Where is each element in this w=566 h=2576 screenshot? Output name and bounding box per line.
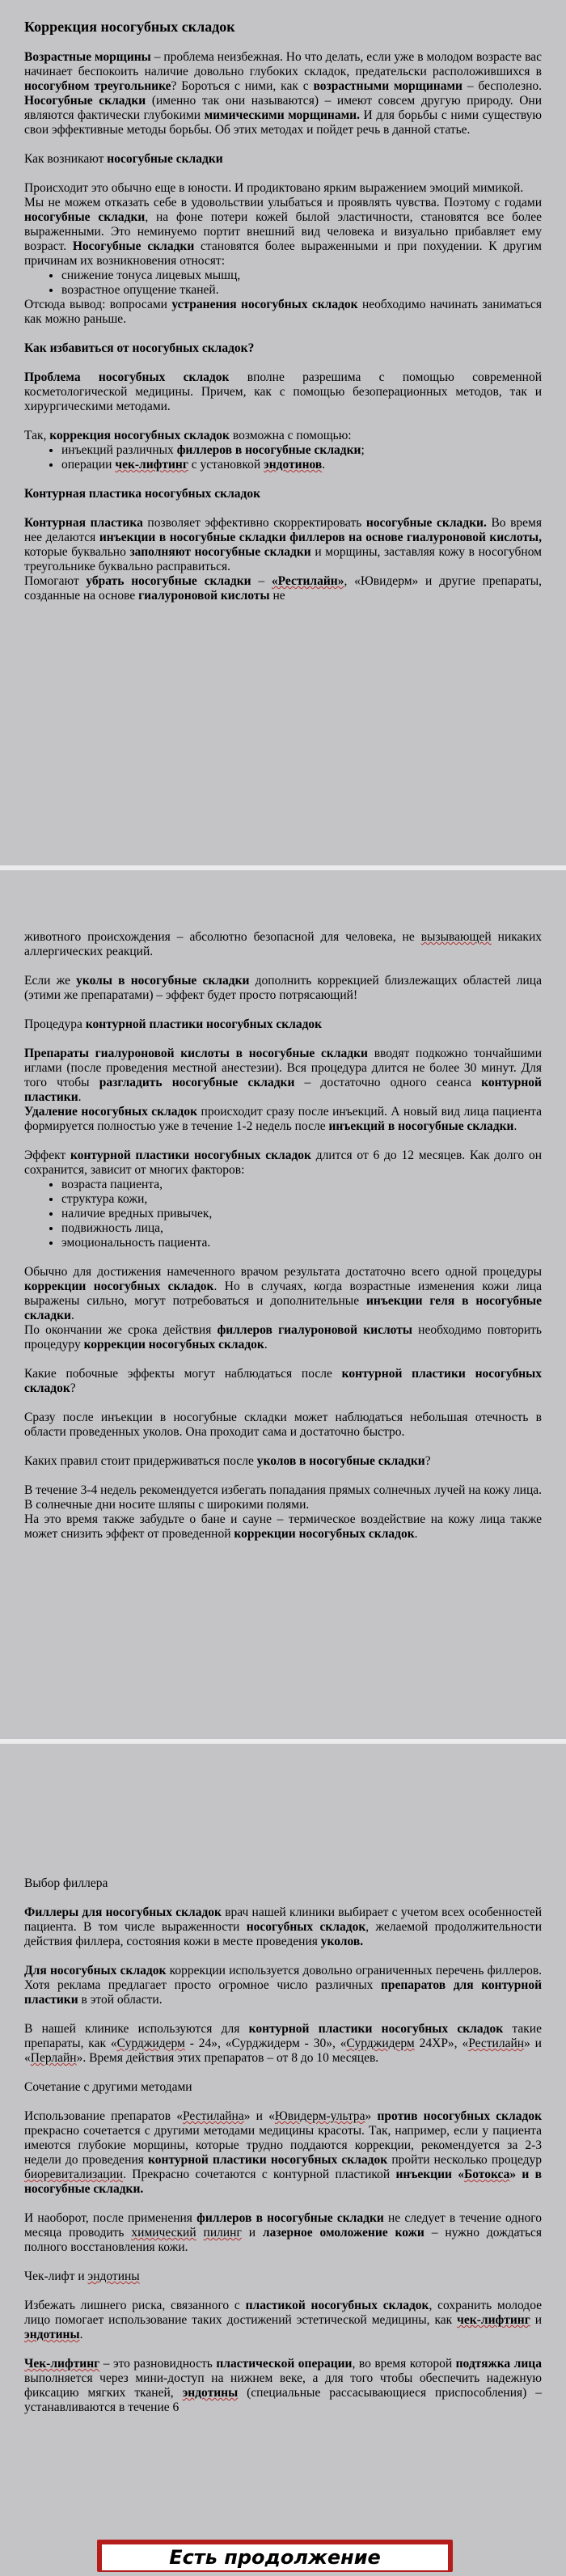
paragraph: Препараты гиалуроновой кислоты в носогубные складки вводят подкожно тончайшими иглами (после проведения местной анестезии). Вся процедура длится не более 30 минут. Для того чтобы разгладить носогубные складки – достаточно одного сеанса контурной пластики.	[24, 1047, 543, 1104]
paragraph: Эффект контурной пластики носогубных складок длится от 6 до 12 месяцев. Как долго он сохранится, зависит от многих факторов:	[24, 1148, 542, 1177]
section-heading: Выбор филлера	[24, 1876, 108, 1890]
paragraph: По окончании же срока действия филлеров гиалуроновой кислоты необходимо повторить процедуру коррекции носогубных складок.	[24, 1323, 542, 1351]
list-item: • возраста пациента,	[61, 1178, 542, 1192]
paragraph: Происходит это обычно еще в юности. И продиктовано ярким выражением эмоций мимикой.	[24, 181, 524, 195]
section-heading: Как возникают носогубные складки	[24, 152, 223, 166]
paragraph: Помогают убрать носогубные складки – «Рестилайн», «Ювидерм» и другие препараты, созданные на основе гиалуроновой кислоты не	[24, 574, 543, 603]
section-heading: Как избавиться от носогубных складок?	[24, 341, 255, 355]
factors-list	[24, 1178, 542, 1250]
section-heading: Сочетание с другими методами	[24, 2080, 192, 2094]
paragraph: В течение 3-4 недель рекомендуется избегать попадания прямых солнечных лучей на кожу лица. В солнечные дни носите шляпы с широкими полями.	[24, 1483, 542, 1512]
list-item: • подвижность лица,	[61, 1221, 542, 1236]
list-item: • эмоциональность пациента.	[61, 1236, 542, 1250]
paragraph: Если же уколы в носогубные складки дополнить коррекцией близлежащих областей лица (этими же препаратами) – эффект будет просто потрясающий!	[24, 974, 542, 1002]
list-item: • инъекций различных филлеров в носогубные складки;	[61, 443, 542, 458]
paragraph: Каких правил стоит придерживаться после уколов в носогубные складки?	[24, 1454, 431, 1468]
paragraph: В нашей клинике используются для контурной пластики носогубных складок такие препараты, как «Сурджидерм - 24», «Сурджидерм - 30», «Сурджидерм 24XP», «Рестилайн» и «Перлайн». Время действия этих препаратов – от 8 до 10 месяцев.	[24, 2022, 542, 2065]
page-gap	[0, 1739, 566, 1744]
page-1-content	[24, 18, 542, 603]
list-item: • структура кожи,	[61, 1192, 542, 1207]
paragraph: Филлеры для носогубных складок врач нашей клиники выбирает с учетом всех особенностей пациента. В том числе выраженности носогубных складок, желаемой продолжительности действия филлера, состояния кожи в месте проведения уколов.	[24, 1906, 542, 1948]
paragraph: Возрастные морщины – проблема неизбежная. Но что делать, если уже в молодом возрасте вас начинает беспокоить наличие довольно глубоких складок, предательски расположившихся в носогубном треугольнике? Бороться с ними, как с возрастными морщинами – бесполезно. Носогубные складки (именно так они называются) – имеют совсем другую природу. Они являются фактически глубокими мимическими морщинами. И для борьбы с ними существую свои эффективные методы борьбы. Об этих методах и пойдет речь в данной статье.	[24, 50, 542, 137]
causes-list	[24, 269, 542, 298]
paragraph: Какие побочные эффекты могут наблюдаться после контурной пластики носогубных складок?	[24, 1367, 542, 1395]
continue-badge[interactable]	[97, 2540, 453, 2572]
continue-label[interactable]: Есть продолжение	[102, 2544, 448, 2570]
paragraph: Чек-лифтинг – это разновидность пластической операции, во время которой подтяжка лица выполняется через мини-доступ на нижнем веке, а для того чтобы обеспечить надежную фиксацию мягких тканей, эндотины (специальные рассасывающиеся приспособления) – устанавливаются в течение 6	[24, 2357, 542, 2414]
paragraph: Отсюда вывод: вопросами устранения носогубных складок необходимо начинать заниматься как можно раньше.	[24, 298, 543, 326]
page-2-content	[24, 930, 542, 1556]
paragraph: Мы не можем отказать себе в удовольствии улыбаться и проявлять чувства. Поэтому с годами носогубные складки, на фоне потери кожей былой эластичности, становятся все более выраженными. Это неминуемо портит внешний вид человека и визуально прибавляет ему возраст. Носогубные складки становятся более выраженными и при похудении. К другим причинам их возникновения относят:	[24, 196, 543, 268]
paragraph: Так, коррекция носогубных складок возможна с помощью:	[24, 429, 352, 442]
paragraph: Проблема носогубных складок вполне разрешима с помощью современной косметологической медицины. Причем, как с помощью безоперационных методов, так и хирургическими методами.	[24, 370, 543, 413]
page-gap	[0, 865, 566, 870]
paragraph: Обычно для достижения намеченного врачом результата достаточно всего одной процедуры коррекции носогубных складок. Но в случаях, когда возрастные изменения кожи лица выражены сильно, могут потребоваться и дополнительные инъекции геля в носогубные складки.	[24, 1265, 542, 1322]
page-title: Коррекция носогубных складок	[24, 19, 235, 35]
paragraph: Контурная пластика позволяет эффективно скорректировать носогубные складки. Во время нее делаются инъекции в носогубные складки филлеров на основе гиалуроновой кислоты, которые буквально заполняют носогубные складки и морщины, заставляя кожу в носогубном треугольнике буквально расправиться.	[24, 516, 542, 573]
list-item: • снижение тонуса лицевых мышц,	[61, 269, 542, 283]
paragraph: Избежать лишнего риска, связанного с пластикой носогубных складок, сохранить молодое лицо помогает использование таких достижений эстетической медицины, как чек-лифтинг и эндотины.	[24, 2299, 543, 2341]
list-item: • операции чек-лифтинг с установкой эндотинов.	[61, 458, 542, 472]
section-heading: Контурная пластика носогубных складок	[24, 487, 261, 501]
list-item: • наличие вредных привычек,	[61, 1207, 542, 1221]
paragraph: Удаление носогубных складок происходит сразу после инъекций. А новый вид лица пациента формируется полностью уже в течение 1-2 недель после инъекций в носогубные складки.	[24, 1105, 542, 1133]
methods-list	[24, 443, 542, 472]
section-heading: Чек-лифт и эндотины	[24, 2269, 140, 2283]
list-item: • возрастное опущение тканей.	[61, 283, 542, 298]
section-heading: Процедура контурной пластики носогубных складок	[24, 1017, 323, 1031]
paragraph: животного происхождения – абсолютно безопасной для человека, не вызывающей никаких аллергических реакций.	[24, 930, 542, 958]
page-3-content	[24, 1876, 542, 2415]
paragraph: Для носогубных складок коррекции используется довольно ограниченных перечень филлеров. Хотя реклама предлагает просто огромное число различных препаратов для контурной пластики в этой области.	[24, 1964, 543, 2007]
paragraph: Сразу после инъекции в носогубные складки может наблюдаться небольшая отечность в области проведенных уколов. Она проходит сама и достаточно быстро.	[24, 1411, 542, 1439]
paragraph: И наоборот, после применения филлеров в носогубные складки не следует в течение одного месяца проводить химический пилинг и лазерное омоложение кожи – нужно дождаться полного восстановления кожи.	[24, 2211, 543, 2254]
paragraph: На это время также забудьте о бане и сауне – термическое воздействие на кожу лица также может снизить эффект от проведенной коррекции носогубных складок.	[24, 1512, 542, 1541]
paragraph: Использование препаратов «Рестилайна» и «Ювидерм-ультра» против носогубных складок прекрасно сочетается с другими методами медицины красоты. Так, например, если у пациента имеются глубокие морщины, которые трудно поддаются коррекции, рекомендуется за 2-3 недели до проведения контурной пластики носогубных складок пройти несколько процедур биоревитализации. Прекрасно сочетаются с контурной пластикой инъекции «Ботокса» и в носогубные складки.	[24, 2109, 543, 2196]
